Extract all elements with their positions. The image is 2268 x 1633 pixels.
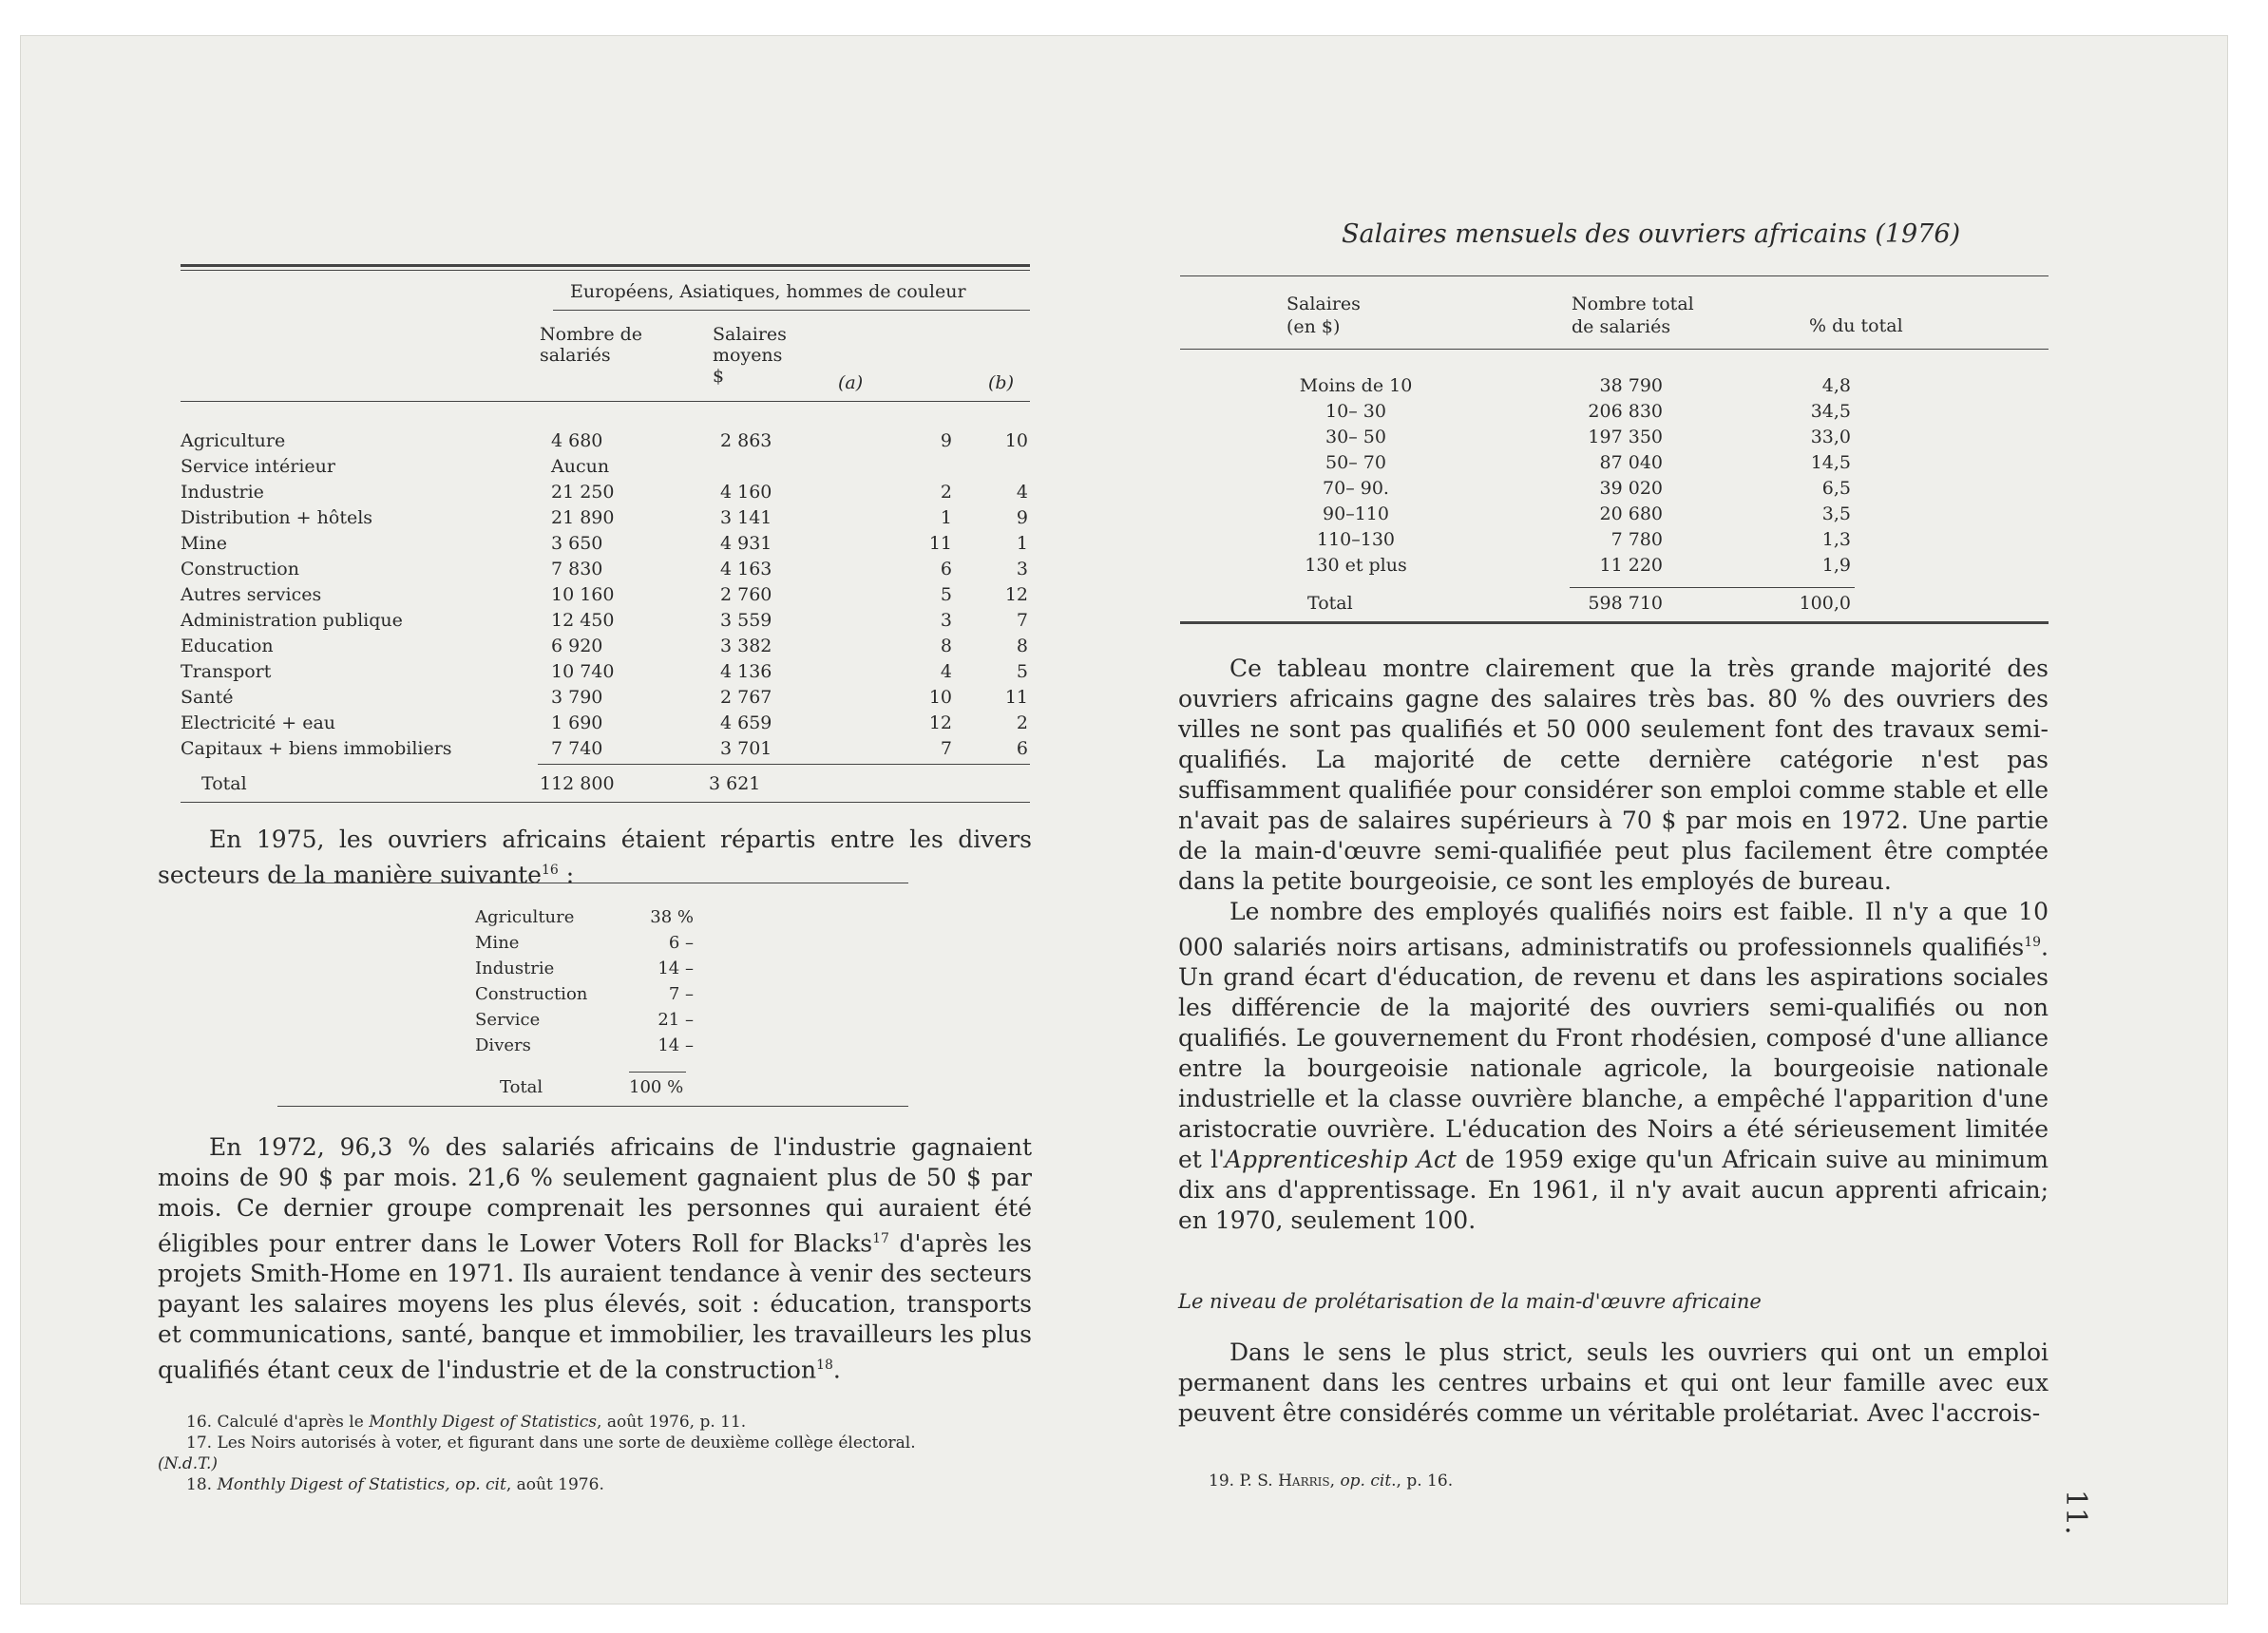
- cell-label: Service intérieur: [181, 455, 335, 477]
- cell-s: 2 767: [720, 686, 772, 708]
- wages-cell-count: 7 780: [1610, 528, 1663, 550]
- wages-cell-range: 30– 50: [1325, 426, 1386, 447]
- left-paragraph-end: .: [832, 1356, 841, 1384]
- cell-n: 4 680: [551, 429, 603, 451]
- wages-cell-count: 87 040: [1599, 451, 1663, 473]
- total-rule: [538, 764, 1030, 765]
- right-paragraph-1: Ce tableau montre clairement que la très grande majorité des ouvriers africains gagne des salaires très bas. 80 % des ouvriers des villes ne sont pas qualifiés et 50 000 seulement font des travaux semi-qualifiés. La majorité de cette dernière catégorie n'est pas suffisamment qualifiée pour considérer son emploi comme stable et elle n'avait pas de salaires supérieurs à 70 $ par mois en 1972. Une partie de la main-d'œuvre semi-qualifiée peut plus facilement être comptée dans la petite bourgeoisie, ce sont les employés de bureau.: [1178, 655, 2049, 895]
- cell-b: 12: [1004, 583, 1028, 605]
- right-col-header-nombre: Nombre total de salariés: [1572, 294, 1694, 337]
- wages-cell-range: Moins de 10: [1299, 374, 1413, 396]
- left-paragraph-part1: En 1972, 96,3 % des salariés africains de l'industrie gagnaient moins de 90 $ par mois. 21,6 % seulement gagnaient plus de 50 $ par mois. Ce dernier groupe comprenait les personnes qui auraient été éligibles pour entrer dans le Lower Voters Roll for Blacks: [158, 1133, 1032, 1258]
- col-header-a: (a): [838, 372, 864, 393]
- cell-s: 4 160: [720, 481, 772, 503]
- table-row: [181, 607, 1028, 633]
- cell-n: 3 650: [551, 532, 603, 554]
- cell-a: 3: [940, 609, 952, 631]
- right-col-header-salaires: Salaires (en $): [1286, 294, 1361, 337]
- right-total-count: 598 710: [1588, 593, 1663, 614]
- col-header-b: (b): [988, 372, 1014, 393]
- cell-label: Agriculture: [181, 429, 286, 451]
- fn16-post: , août 1976, p. 11.: [597, 1413, 747, 1432]
- cell-a: 4: [940, 660, 952, 682]
- wages-row: [1275, 398, 1851, 424]
- distribution-label: Mine: [475, 933, 520, 953]
- table-top-rule-2: [181, 270, 1030, 271]
- cell-label: Electricité + eau: [181, 712, 336, 733]
- right-paragraphs: [1178, 654, 2049, 1236]
- table-row: [181, 710, 1028, 735]
- cell-b: 9: [1016, 506, 1028, 528]
- cell-label: Distribution + hôtels: [181, 506, 373, 528]
- wages-cell-pct: 33,0: [1810, 426, 1851, 447]
- right-paragraph-3: Dans le sens le plus strict, seuls les ouvriers qui ont un emploi permanent dans les centres urbains et qui ont leur famille avec eux peuvent être considérés comme un véritable prolétariat. Avec l'accrois-: [1178, 1339, 2049, 1427]
- cell-b: 1: [1016, 532, 1028, 554]
- wages-row: [1275, 475, 1851, 501]
- cell-a: 2: [940, 481, 952, 503]
- cell-label: Administration publique: [181, 609, 403, 631]
- distribution-row: [475, 904, 694, 930]
- wages-cell-pct: 3,5: [1821, 503, 1851, 524]
- distribution-label: Construction: [475, 984, 588, 1004]
- right-col-header-pct: % du total: [1809, 315, 1903, 336]
- total-count: 112 800: [540, 773, 615, 794]
- right-header-rule: [1180, 349, 2049, 350]
- table-top-rule: [181, 264, 1030, 267]
- cell-a: 9: [940, 429, 952, 451]
- cell-a: 8: [940, 635, 952, 656]
- wages-cell-count: 20 680: [1599, 503, 1663, 524]
- right-total-label: Total: [1307, 593, 1353, 614]
- footnote-18: [186, 1474, 1041, 1495]
- cell-a: 5: [940, 583, 952, 605]
- table-row: [181, 453, 1028, 479]
- cell-s: 4 659: [720, 712, 772, 733]
- wages-row: [1275, 449, 1851, 475]
- cell-s: 4 163: [720, 558, 772, 579]
- cell-s: 2 760: [720, 583, 772, 605]
- wages-cell-range: 50– 70: [1325, 451, 1386, 473]
- wages-cell-range: 130 et plus: [1305, 554, 1407, 576]
- intro-1975-colon: :: [558, 861, 575, 889]
- cell-s: 4 931: [720, 532, 772, 554]
- header-bottom-rule: [181, 401, 1030, 402]
- cell-n: 7 830: [551, 558, 603, 579]
- wages-row: [1275, 501, 1851, 526]
- cell-n: 12 450: [551, 609, 615, 631]
- table-row: [181, 479, 1028, 504]
- distribution-value: 21 –: [658, 1010, 694, 1030]
- wages-cell-pct: 1,9: [1821, 554, 1851, 576]
- right-table-title: Salaires mensuels des ouvriers africains (1976): [1342, 219, 1961, 249]
- wages-cell-pct: 6,5: [1821, 477, 1851, 499]
- distribution-label: Industrie: [475, 959, 555, 978]
- table-row: [181, 684, 1028, 710]
- fn19-mid: ,: [1329, 1472, 1341, 1491]
- wages-cell-count: 11 220: [1599, 554, 1663, 576]
- cell-label: Capitaux + biens immobiliers: [181, 737, 452, 759]
- right-total-rule: [1570, 587, 1855, 588]
- distribution-table: [475, 904, 694, 1058]
- distribution-value: 14 –: [658, 1035, 694, 1055]
- cell-s: 2 863: [720, 429, 772, 451]
- cell-b: 10: [1004, 429, 1028, 451]
- footnote-ref-16: 16: [541, 863, 559, 878]
- wages-cell-range: 10– 30: [1325, 400, 1386, 422]
- right-paragraph-2-part2: . Un grand écart d'éducation, de revenu et dans les aspirations sociales les différencie de la majorité des ouvriers semi-qualifiés ou non qualifiés. Le gouvernement du Front rhodésien, composé d'une alliance entre la bourgeoisie nationale agricole, la bourgeoisie nationale industrielle et la classe ouvrière blanche, a empêché l'apparition d'une aristocratie ouvrière. L'éducation des Noirs a été sérieusement limitée et l': [1178, 933, 2049, 1174]
- wages-cell-pct: 1,3: [1821, 528, 1851, 550]
- wages-cell-range: 90–110: [1323, 503, 1389, 524]
- cell-s: 3 559: [720, 609, 772, 631]
- footnote-ref-19: 19: [2024, 935, 2042, 950]
- wages-cell-range: 110–130: [1316, 528, 1396, 550]
- distribution-value: 6 –: [668, 933, 694, 953]
- wages-row: [1275, 526, 1851, 552]
- distribution-total-label: Total: [500, 1077, 543, 1097]
- cell-n: 3 790: [551, 686, 603, 708]
- cell-label: Transport: [181, 660, 272, 682]
- cell-a: 10: [928, 686, 952, 708]
- cell-label: Autres services: [181, 583, 322, 605]
- footnote-ref-18: 18: [816, 1358, 833, 1374]
- cell-n: 6 920: [551, 635, 603, 656]
- wages-table: [1275, 372, 1851, 578]
- cell-label: Industrie: [181, 481, 264, 503]
- table-row: [181, 530, 1028, 556]
- table-row: [181, 504, 1028, 530]
- intro-1975-text: En 1975, les ouvriers africains étaient répartis entre les divers secteurs de la manière suivante: [158, 826, 1032, 889]
- footnote-19: [1209, 1471, 1453, 1491]
- fn18-pre: 18.: [186, 1475, 218, 1494]
- apprenticeship-act: Apprenticeship Act: [1224, 1146, 1457, 1174]
- cell-b: 11: [1004, 686, 1028, 708]
- fn16-title: Monthly Digest of Statistics: [369, 1413, 598, 1432]
- cell-b: 4: [1016, 481, 1028, 503]
- distribution-row: [475, 981, 694, 1007]
- distribution-row: [475, 956, 694, 981]
- cell-n: 21 890: [551, 506, 615, 528]
- wages-row: [1275, 424, 1851, 449]
- left-paragraph-part2: d'après les projets Smith-Home en 1971. Ils auraient tendance à venir des secteurs payant les salaires moyens les plus élevés, soit : éducation, transports et communications, santé, banque et immobilier, les travailleurs les plus qualifiés étant ceux de l'industrie et de la construction: [158, 1229, 1033, 1384]
- intro-1975: [158, 825, 1032, 890]
- cell-s: 3 141: [720, 506, 772, 528]
- cell-label: Mine: [181, 532, 228, 554]
- group-header-rule: [553, 310, 1030, 311]
- right-paragraph-2-part3: de 1959 exige qu'un Africain suive au minimum dix ans d'apprentissage. En 1961, il n'y avait aucun apprenti africain; en 1970, seulement 100.: [1178, 1146, 2049, 1235]
- left-paragraph: [158, 1132, 1032, 1386]
- cell-s: 4 136: [720, 660, 772, 682]
- cell-b: 2: [1016, 712, 1028, 733]
- wages-cell-count: 197 350: [1588, 426, 1663, 447]
- cell-b: 3: [1016, 558, 1028, 579]
- fn18-title: Monthly Digest of Statistics, op. cit: [217, 1475, 506, 1494]
- table-row: [181, 556, 1028, 581]
- wages-row: [1275, 372, 1851, 398]
- cell-label: Education: [181, 635, 274, 656]
- table-row: [181, 735, 1028, 761]
- col-header-nombre: Nombre de salariés: [540, 324, 643, 366]
- table-bottom-rule: [181, 802, 1030, 803]
- table-row: [181, 658, 1028, 684]
- distribution-value: 38 %: [650, 907, 694, 927]
- page-number: 11.: [2059, 1490, 2092, 1535]
- right-total-pct: 100,0: [1799, 593, 1851, 614]
- distribution-row: [475, 1033, 694, 1058]
- cell-n: 21 250: [551, 481, 615, 503]
- wages-cell-count: 38 790: [1599, 374, 1663, 396]
- cell-n: Aucun: [551, 455, 610, 477]
- table-row: [181, 633, 1028, 658]
- distribution-value: 14 –: [658, 959, 694, 978]
- cell-s: 3 382: [720, 635, 772, 656]
- group-header: Européens, Asiatiques, hommes de couleur: [570, 281, 966, 302]
- total-label: Total: [201, 773, 247, 794]
- footnote-ref-17: 17: [872, 1231, 889, 1246]
- cell-label: Construction: [181, 558, 299, 579]
- distribution-bottom-rule: [277, 1106, 908, 1107]
- wages-cell-pct: 34,5: [1810, 400, 1851, 422]
- distribution-label: Agriculture: [475, 907, 575, 927]
- cell-a: [872, 453, 952, 479]
- wages-cell-pct: 4,8: [1821, 374, 1851, 396]
- footnote-16: [186, 1412, 1041, 1433]
- cell-n: 7 740: [551, 737, 603, 759]
- cell-n: 10 160: [551, 583, 615, 605]
- cell-a: 12: [928, 712, 952, 733]
- right-table-top-rule: [1180, 275, 2049, 276]
- cell-s: [720, 453, 872, 479]
- footnote-17-ndt: (N.d.T.): [158, 1454, 218, 1473]
- cell-n: 1 690: [551, 712, 603, 733]
- distribution-label: Service: [475, 1010, 541, 1030]
- wages-cell-count: 39 020: [1599, 477, 1663, 499]
- right-table-bottom-rule: [1180, 621, 2049, 624]
- section-heading: Le niveau de prolétarisation de la main-d'œuvre africaine: [1178, 1290, 1762, 1313]
- distribution-total-value: 100 %: [629, 1077, 684, 1097]
- distribution-row: [475, 1007, 694, 1033]
- wages-cell-pct: 14,5: [1810, 451, 1851, 473]
- wages-cell-count: 206 830: [1588, 400, 1663, 422]
- fn19-opcit: op. cit: [1340, 1472, 1392, 1491]
- cell-a: 1: [940, 506, 952, 528]
- total-salary: 3 621: [709, 773, 761, 794]
- cell-b: [952, 453, 1028, 479]
- cell-b: 7: [1016, 609, 1028, 631]
- footnote-17: 17. Les Noirs autorisés à voter, et figurant dans une sorte de deuxième collège électoral.: [186, 1434, 916, 1453]
- cell-a: 11: [928, 532, 952, 554]
- fn18-post: , août 1976.: [505, 1475, 604, 1494]
- fn19-post: ., p. 16.: [1391, 1472, 1454, 1491]
- fn19-author: Harris: [1278, 1472, 1330, 1491]
- document-page: [21, 36, 2227, 1604]
- cell-b: 8: [1016, 635, 1028, 656]
- wages-cell-range: 70– 90.: [1323, 477, 1389, 499]
- distribution-sum-rule: [629, 1072, 686, 1073]
- right-paragraph-2-part1: Le nombre des employés qualifiés noirs est faible. Il n'y a que 10 000 salariés noirs artisans, administratifs ou professionnels qualifiés: [1178, 898, 2049, 961]
- distribution-label: Divers: [475, 1035, 531, 1055]
- distribution-row: [475, 930, 694, 956]
- cell-a: 6: [940, 558, 952, 579]
- col-header-salaires: Salaires moyens $: [713, 324, 787, 387]
- employment-table: [181, 427, 1028, 761]
- table-row: [181, 427, 1028, 453]
- cell-a: 7: [940, 737, 952, 759]
- cell-label: Santé: [181, 686, 234, 708]
- distribution-value: 7 –: [668, 984, 694, 1004]
- right-paragraph-2: [1178, 897, 2049, 1236]
- fn16-pre: 16. Calculé d'après le: [186, 1413, 370, 1432]
- cell-s: 3 701: [720, 737, 772, 759]
- table-row: [181, 581, 1028, 607]
- fn19-pre: 19. P. S.: [1209, 1472, 1279, 1491]
- cell-n: 10 740: [551, 660, 615, 682]
- cell-b: 6: [1016, 737, 1028, 759]
- wages-row: [1275, 552, 1851, 578]
- cell-b: 5: [1016, 660, 1028, 682]
